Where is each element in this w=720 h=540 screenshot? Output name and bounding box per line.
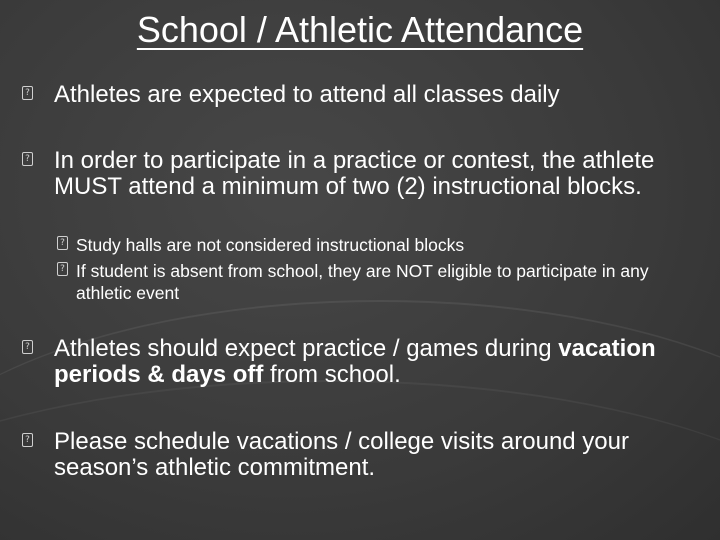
missing-glyph-box-icon: [22, 152, 42, 170]
sub-bullet-text: If student is absent from school, they are NOT eligible to participate in any athletic event: [76, 261, 649, 303]
bullet-text-bold: vacation periods & days off: [54, 335, 656, 388]
missing-glyph-box-icon: [22, 340, 42, 358]
slide-title: [0, 8, 720, 52]
missing-glyph-box-icon: [57, 262, 77, 280]
bullet-text: In order to participate in a practice or contest, the athlete MUST attend a minimum of two (2) instructional blocks.: [54, 147, 655, 200]
bullet-text: [54, 336, 694, 388]
slide-title-text: School / Athletic Attendance: [136, 9, 584, 50]
missing-glyph-box-icon: [22, 86, 42, 104]
bullet-text-prefix: Athletes should expect practice / games during: [54, 335, 559, 362]
sub-bullet-text: Study halls are not considered instructional blocks: [76, 235, 465, 255]
bullet-text: Please schedule vacations / college visits around your season’s athletic commitment.: [54, 428, 629, 481]
bullet-text: Athletes are expected to attend all classes daily: [54, 81, 560, 108]
missing-glyph-box-icon: [22, 433, 42, 451]
bullet-text-suffix: from school.: [263, 361, 401, 388]
missing-glyph-box-icon: [57, 236, 77, 254]
